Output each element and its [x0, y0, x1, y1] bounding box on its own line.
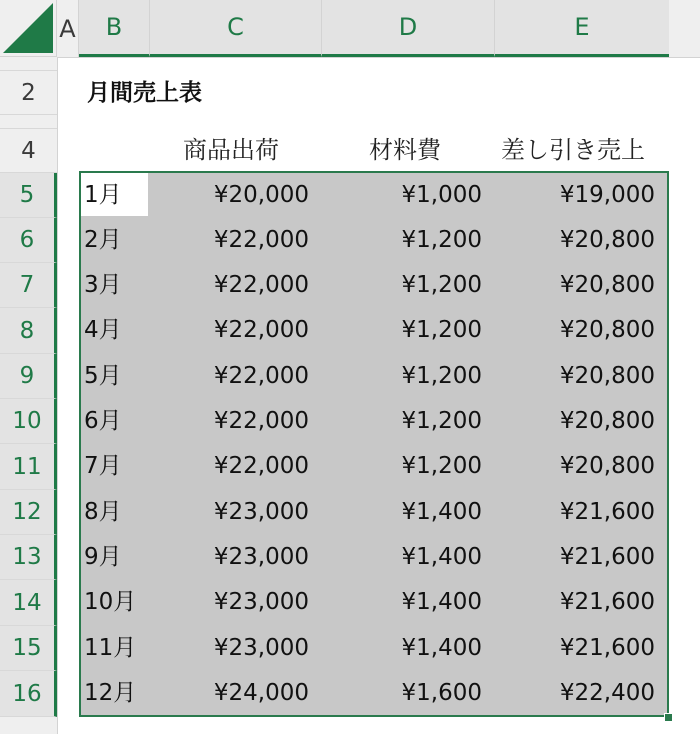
- column-header-c[interactable]: C: [150, 0, 322, 57]
- row-header-12[interactable]: 12: [0, 490, 57, 535]
- select-all-button[interactable]: [0, 0, 57, 57]
- cell-net-sales[interactable]: ¥21,600: [559, 544, 655, 570]
- cell-net-sales[interactable]: ¥20,800: [559, 227, 655, 253]
- cell-month[interactable]: 1月: [84, 182, 122, 208]
- cell-month[interactable]: 11月: [84, 635, 137, 661]
- row-header-6[interactable]: 6: [0, 218, 57, 263]
- row-header-9[interactable]: 9: [0, 354, 57, 399]
- cell-month[interactable]: 9月: [84, 544, 122, 570]
- cell-net-sales[interactable]: ¥20,800: [559, 408, 655, 434]
- cell-materials[interactable]: ¥1,400: [401, 589, 482, 615]
- cell-materials[interactable]: ¥1,200: [401, 363, 482, 389]
- row-header-3[interactable]: [0, 115, 57, 129]
- cell-month[interactable]: 5月: [84, 363, 122, 389]
- header-shipment[interactable]: 商品出荷: [183, 136, 279, 164]
- row-header-7[interactable]: 7: [0, 263, 57, 308]
- cell-shipment[interactable]: ¥23,000: [213, 544, 309, 570]
- cell-materials[interactable]: ¥1,400: [401, 544, 482, 570]
- cell-net-sales[interactable]: ¥22,400: [559, 680, 655, 706]
- select-all-icon: [3, 3, 55, 55]
- row-header-15[interactable]: 15: [0, 626, 57, 671]
- cell-shipment[interactable]: ¥23,000: [213, 635, 309, 661]
- cell-net-sales[interactable]: ¥20,800: [559, 363, 655, 389]
- column-header-b[interactable]: B: [79, 0, 150, 57]
- cell-month[interactable]: 2月: [84, 227, 122, 253]
- cell-shipment[interactable]: ¥22,000: [213, 363, 309, 389]
- cell-month[interactable]: 8月: [84, 499, 122, 525]
- cell-net-sales[interactable]: ¥19,000: [559, 182, 655, 208]
- cell-materials[interactable]: ¥1,200: [401, 408, 482, 434]
- row-header-5[interactable]: 5: [0, 173, 57, 218]
- header-net-sales[interactable]: 差し引き売上: [501, 136, 645, 164]
- cell-shipment[interactable]: ¥24,000: [213, 680, 309, 706]
- sheet-title[interactable]: 月間売上表: [87, 80, 202, 106]
- cell-net-sales[interactable]: ¥21,600: [559, 589, 655, 615]
- row-header-14[interactable]: 14: [0, 580, 57, 626]
- row-header-11[interactable]: 11: [0, 444, 57, 490]
- cell-net-sales[interactable]: ¥21,600: [559, 635, 655, 661]
- cell-net-sales[interactable]: ¥20,800: [559, 317, 655, 343]
- cell-materials[interactable]: ¥1,400: [401, 499, 482, 525]
- row-header-8[interactable]: 8: [0, 308, 57, 354]
- row-header-2[interactable]: 2: [0, 71, 57, 115]
- cell-shipment[interactable]: ¥20,000: [213, 182, 309, 208]
- cell-materials[interactable]: ¥1,200: [401, 453, 482, 479]
- row-header-10[interactable]: 10: [0, 399, 57, 444]
- cell-shipment[interactable]: ¥22,000: [213, 227, 309, 253]
- column-header-a[interactable]: A: [57, 0, 79, 57]
- cell-materials[interactable]: ¥1,600: [401, 680, 482, 706]
- cell-shipment[interactable]: ¥22,000: [213, 272, 309, 298]
- row-header-13[interactable]: 13: [0, 535, 57, 580]
- cell-month[interactable]: 10月: [84, 589, 137, 615]
- cell-month[interactable]: 6月: [84, 408, 122, 434]
- header-materials[interactable]: 材料費: [369, 136, 441, 164]
- cell-materials[interactable]: ¥1,200: [401, 317, 482, 343]
- cell-shipment[interactable]: ¥22,000: [213, 408, 309, 434]
- fill-handle[interactable]: [664, 713, 673, 722]
- cell-month[interactable]: 7月: [84, 453, 122, 479]
- cell-net-sales[interactable]: ¥20,800: [559, 272, 655, 298]
- cell-shipment[interactable]: ¥22,000: [213, 317, 309, 343]
- cell-shipment[interactable]: ¥23,000: [213, 499, 309, 525]
- cell-net-sales[interactable]: ¥21,600: [559, 499, 655, 525]
- row-header-1[interactable]: [0, 57, 57, 71]
- column-header-d[interactable]: D: [322, 0, 495, 57]
- cell-month[interactable]: 12月: [84, 680, 137, 706]
- cell-materials[interactable]: ¥1,200: [401, 227, 482, 253]
- cell-materials[interactable]: ¥1,400: [401, 635, 482, 661]
- cell-month[interactable]: 4月: [84, 317, 122, 343]
- cell-materials[interactable]: ¥1,200: [401, 272, 482, 298]
- cell-month[interactable]: 3月: [84, 272, 122, 298]
- cell-shipment[interactable]: ¥22,000: [213, 453, 309, 479]
- cell-materials[interactable]: ¥1,000: [401, 182, 482, 208]
- row-header-4[interactable]: 4: [0, 129, 57, 173]
- cell-shipment[interactable]: ¥23,000: [213, 589, 309, 615]
- row-header-16[interactable]: 16: [0, 671, 57, 717]
- column-header-e[interactable]: E: [495, 0, 669, 57]
- cell-net-sales[interactable]: ¥20,800: [559, 453, 655, 479]
